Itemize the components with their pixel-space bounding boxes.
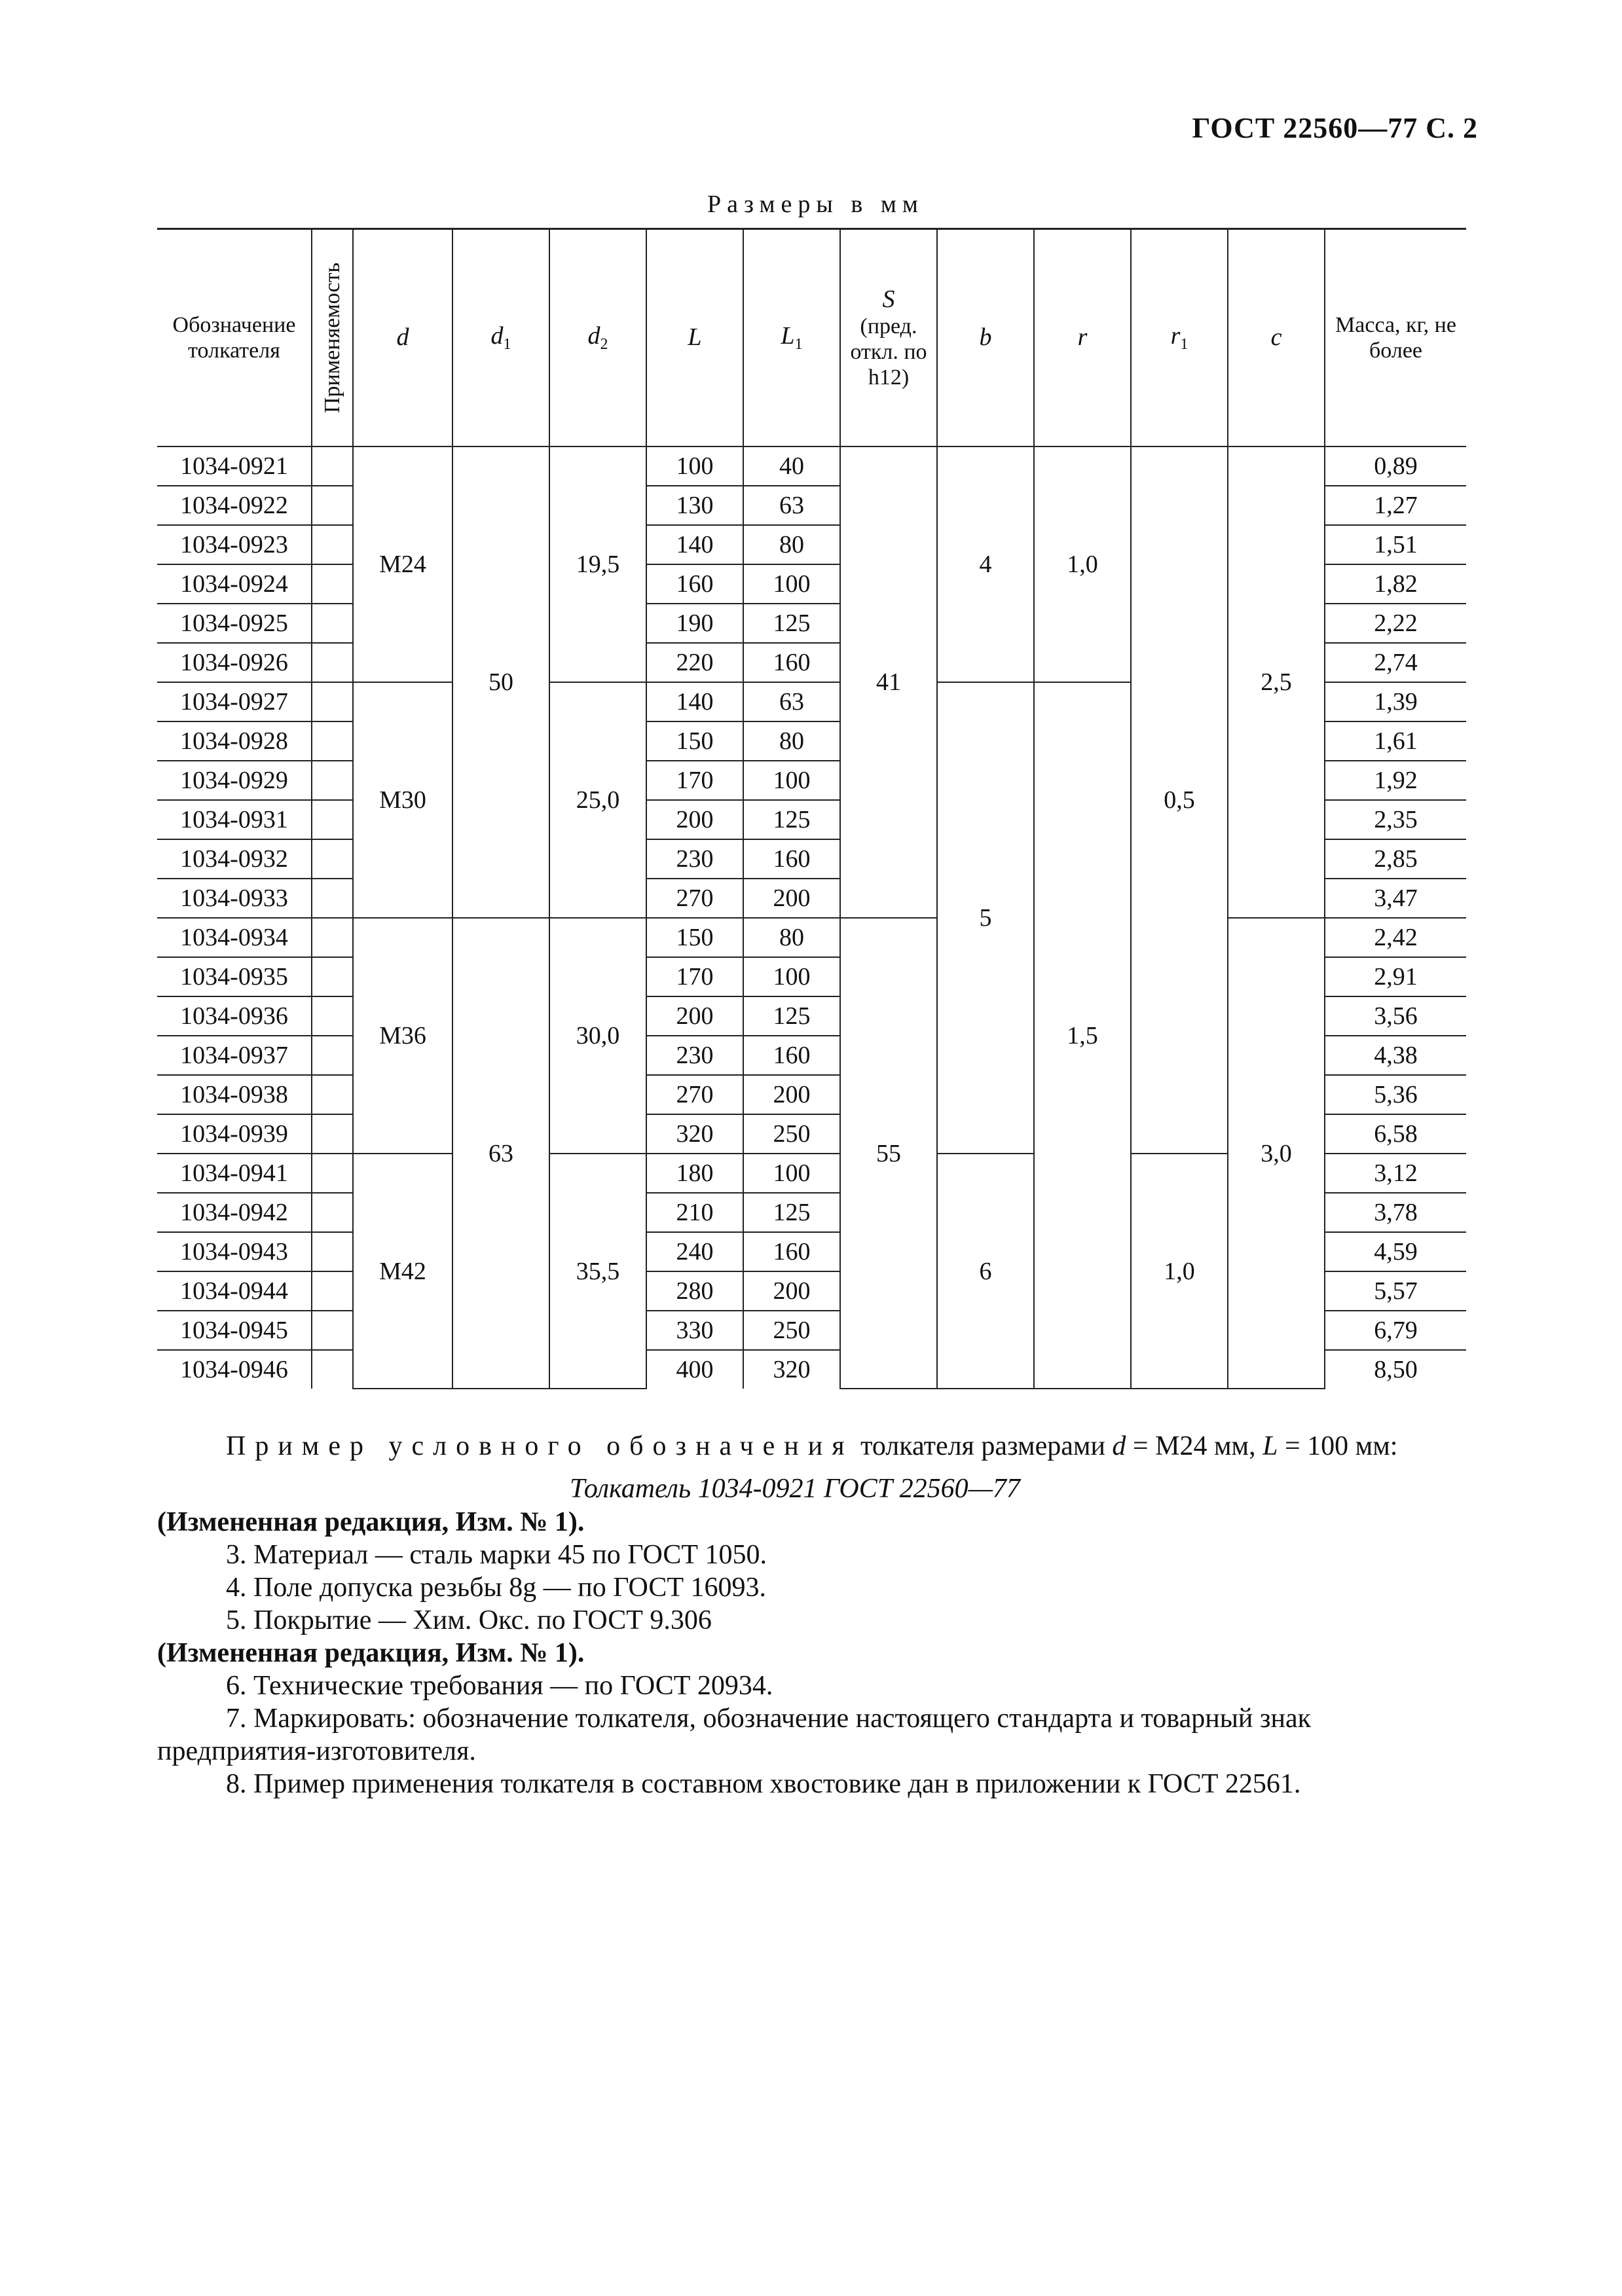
cell-mass: 6,79 [1325,1311,1466,1350]
cell-mass: 1,82 [1325,564,1466,604]
header-r-label: r [1077,323,1088,352]
cell-designation: 1034-0932 [157,839,312,879]
header-L-label: L [688,323,702,352]
header-r [1034,229,1131,447]
cell-mass: 2,74 [1325,643,1466,682]
cell-L: 130 [646,486,743,525]
cell-mass: 2,22 [1325,604,1466,643]
cell-L1: 125 [743,996,840,1036]
notes [157,1506,1467,1800]
example-line [226,1430,1470,1462]
cell-applicability [312,486,353,525]
note-item-7: 7. Маркировать: обозначение толкателя, обозначение настоящего стандарта и товарный знак [226,1704,1312,1734]
cell-L1: 100 [743,957,840,996]
cell-applicability [312,1075,353,1114]
cell-b: 6 [937,1154,1034,1389]
cell-L: 100 [646,446,743,486]
cell-L1: 320 [743,1350,840,1389]
cell-L: 400 [646,1350,743,1389]
cell-applicability [312,1232,353,1271]
header-d1-sub: 1 [503,335,511,353]
cell-r: 1,5 [1034,682,1131,1389]
cell-applicability [312,721,353,761]
cell-applicability [312,1193,353,1232]
cell-designation: 1034-0934 [157,918,312,957]
cell-designation: 1034-0937 [157,1036,312,1075]
cell-L1: 160 [743,839,840,879]
cell-d: M24 [353,446,452,682]
cell-L: 150 [646,918,743,957]
header-L1 [743,229,840,447]
amendment-note-2: (Измененная редакция, Изм. № 1). [157,1638,585,1668]
cell-d: M36 [353,918,452,1154]
cell-L: 270 [646,879,743,918]
cell-applicability [312,761,353,800]
cell-mass: 1,92 [1325,761,1466,800]
cell-mass: 3,56 [1325,996,1466,1036]
cell-designation: 1034-0922 [157,486,312,525]
header-L1-sub: 1 [794,335,803,353]
cell-r1: 1,0 [1131,1154,1228,1389]
example-text-1: толкателя размерами [853,1431,1113,1461]
cell-L1: 125 [743,800,840,839]
cell-applicability [312,525,353,564]
cell-L1: 160 [743,1232,840,1271]
header-L [646,229,743,447]
units-caption: Размеры в мм [707,191,924,218]
header-b [937,229,1034,447]
header-r1-sub: 1 [1180,335,1189,353]
cell-designation: 1034-0944 [157,1271,312,1311]
example-code: Толкатель 1034-0921 ГОСТ 22560—77 [570,1474,1020,1504]
cell-L1: 40 [743,446,840,486]
cell-applicability [312,839,353,879]
cell-designation: 1034-0929 [157,761,312,800]
header-b-label: b [979,323,992,352]
cell-s: 41 [840,446,937,918]
cell-applicability [312,604,353,643]
cell-mass: 5,36 [1325,1075,1466,1114]
cell-designation: 1034-0924 [157,564,312,604]
header-d2 [549,229,646,447]
cell-L: 270 [646,1075,743,1114]
header-applicability [312,229,353,447]
cell-L: 200 [646,996,743,1036]
cell-d2: 30,0 [549,918,646,1154]
cell-r1: 0,5 [1131,446,1228,1154]
cell-applicability [312,1154,353,1193]
cell-applicability [312,957,353,996]
cell-c: 2,5 [1228,446,1325,918]
cell-applicability [312,446,353,486]
cell-L: 150 [646,721,743,761]
header-d-label: d [396,323,409,352]
cell-L1: 100 [743,564,840,604]
cell-designation: 1034-0943 [157,1232,312,1271]
cell-mass: 4,38 [1325,1036,1466,1075]
cell-designation: 1034-0925 [157,604,312,643]
cell-L1: 80 [743,721,840,761]
cell-applicability [312,996,353,1036]
cell-L: 140 [646,682,743,721]
cell-mass: 6,58 [1325,1114,1466,1154]
header-r1 [1131,229,1228,447]
cell-mass: 1,39 [1325,682,1466,721]
example-text-2: = М24 мм, [1126,1431,1263,1461]
cell-L1: 80 [743,525,840,564]
note-item-4: 4. Поле допуска резьбы 8g — по ГОСТ 16093. [226,1573,766,1603]
cell-mass: 1,61 [1325,721,1466,761]
cell-d2: 25,0 [549,682,646,918]
dimensions-table [157,228,1466,1389]
cell-designation: 1034-0939 [157,1114,312,1154]
cell-mass: 1,51 [1325,525,1466,564]
cell-L1: 160 [743,643,840,682]
cell-L: 330 [646,1311,743,1350]
cell-L1: 200 [743,879,840,918]
cell-mass: 3,47 [1325,879,1466,918]
cell-mass: 3,12 [1325,1154,1466,1193]
cell-applicability [312,879,353,918]
amendment-note-1: (Измененная редакция, Изм. № 1). [157,1507,585,1537]
cell-designation: 1034-0923 [157,525,312,564]
cell-designation: 1034-0938 [157,1075,312,1114]
table-row [157,918,1466,957]
header-applicability-label: Применяемость [320,262,344,414]
cell-designation: 1034-0928 [157,721,312,761]
cell-L1: 80 [743,918,840,957]
cell-applicability [312,564,353,604]
cell-mass: 1,27 [1325,486,1466,525]
cell-designation: 1034-0933 [157,879,312,918]
cell-L1: 100 [743,761,840,800]
cell-designation: 1034-0926 [157,643,312,682]
cell-mass: 0,89 [1325,446,1466,486]
cell-L1: 200 [743,1271,840,1311]
example-text-3: = 100 мм: [1278,1431,1398,1461]
cell-mass: 4,59 [1325,1232,1466,1271]
cell-b: 5 [937,682,1034,1154]
cell-d2: 19,5 [549,446,646,682]
cell-applicability [312,682,353,721]
cell-designation: 1034-0936 [157,996,312,1036]
cell-L1: 125 [743,1193,840,1232]
cell-mass: 2,35 [1325,800,1466,839]
note-item-3: 3. Материал — сталь марки 45 по ГОСТ 1050. [226,1540,767,1570]
cell-L: 320 [646,1114,743,1154]
table-row [157,446,1466,486]
cell-applicability [312,1350,353,1389]
cell-L: 170 [646,957,743,996]
header-S-label: S [882,285,895,313]
cell-mass: 5,57 [1325,1271,1466,1311]
cell-applicability [312,800,353,839]
cell-L: 170 [646,761,743,800]
header-d2-sub: 2 [600,335,608,353]
header-S [840,229,937,447]
header-d1-label: d [490,321,504,350]
cell-mass: 2,91 [1325,957,1466,996]
header-mass: Масса, кг, не более [1325,229,1466,447]
cell-mass: 2,85 [1325,839,1466,879]
header-r1-label: r [1170,321,1181,350]
header-S-note: (пред. откл. по h12) [850,314,927,390]
cell-designation: 1034-0946 [157,1350,312,1389]
cell-L1: 100 [743,1154,840,1193]
cell-b: 4 [937,446,1034,682]
cell-L: 220 [646,643,743,682]
cell-r: 1,0 [1034,446,1131,682]
cell-L: 280 [646,1271,743,1311]
cell-d2: 35,5 [549,1154,646,1389]
cell-L: 180 [646,1154,743,1193]
cell-L: 190 [646,604,743,643]
note-item-5: 5. Покрытие — Хим. Окс. по ГОСТ 9.306 [226,1605,712,1635]
note-item-6: 6. Технические требования — по ГОСТ 20934. [226,1671,773,1701]
header-c [1228,229,1325,447]
cell-L: 140 [646,525,743,564]
cell-L1: 63 [743,486,840,525]
cell-L: 200 [646,800,743,839]
cell-L: 230 [646,1036,743,1075]
cell-designation: 1034-0927 [157,682,312,721]
cell-d1: 50 [452,446,549,918]
cell-L1: 63 [743,682,840,721]
header-d2-label: d [587,321,600,350]
cell-designation: 1034-0942 [157,1193,312,1232]
cell-mass: 8,50 [1325,1350,1466,1389]
note-item-8: 8. Пример применения толкателя в составном хвостовике дан в приложении к ГОСТ 22561. [226,1769,1301,1799]
cell-applicability [312,643,353,682]
header-d1 [452,229,549,447]
cell-applicability [312,1311,353,1350]
cell-L1: 125 [743,604,840,643]
example-lead: Пример условного обозначения [226,1431,854,1461]
cell-L1: 250 [743,1114,840,1154]
cell-applicability [312,1271,353,1311]
cell-designation: 1034-0945 [157,1311,312,1350]
table-body [157,446,1466,1389]
cell-applicability [312,1114,353,1154]
header-L1-label: L [781,321,795,350]
header-designation: Обозначение толкателя [157,229,312,447]
cell-L1: 200 [743,1075,840,1114]
header-c-label: c [1270,323,1282,352]
cell-applicability [312,918,353,957]
cell-designation: 1034-0931 [157,800,312,839]
cell-mass: 3,78 [1325,1193,1466,1232]
cell-d1: 63 [452,918,549,1389]
note-item-7-continued: предприятия-изготовителя. [157,1736,476,1766]
cell-L1: 250 [743,1311,840,1350]
cell-s: 55 [840,918,937,1389]
cell-L: 230 [646,839,743,879]
example-var-d: d [1112,1431,1126,1461]
cell-L1: 160 [743,1036,840,1075]
header-d [353,229,452,447]
cell-designation: 1034-0941 [157,1154,312,1193]
cell-mass: 2,42 [1325,918,1466,957]
cell-d: M42 [353,1154,452,1389]
cell-c: 3,0 [1228,918,1325,1389]
cell-designation: 1034-0935 [157,957,312,996]
cell-designation: 1034-0921 [157,446,312,486]
cell-applicability [312,1036,353,1075]
page-header: ГОСТ 22560—77 С. 2 [1192,112,1478,144]
example-var-L: L [1263,1431,1278,1461]
cell-L: 210 [646,1193,743,1232]
cell-L: 240 [646,1232,743,1271]
cell-L: 160 [646,564,743,604]
cell-d: M30 [353,682,452,918]
